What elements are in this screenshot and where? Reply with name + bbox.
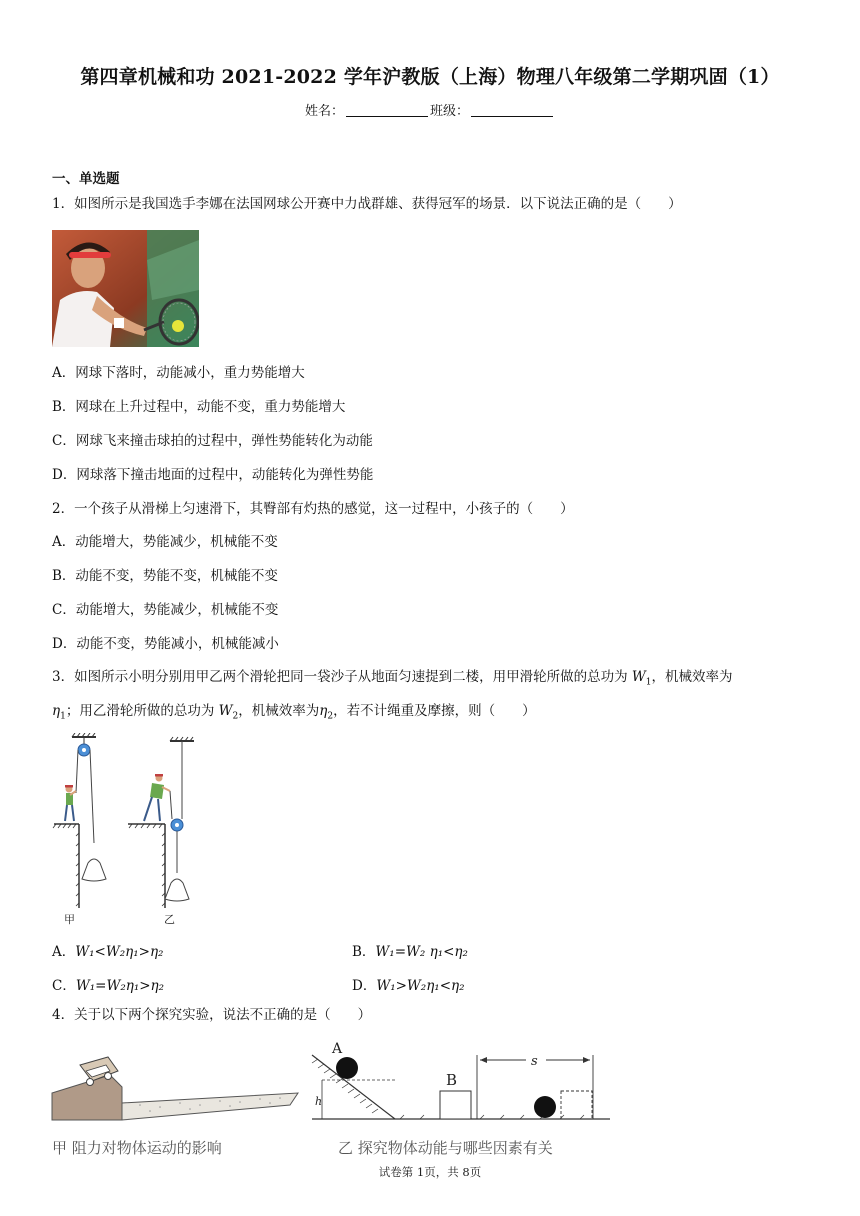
svg-text:B: B (446, 1071, 458, 1089)
q3-option-c: C．W₁=W₂η₁>η₂ (52, 978, 165, 994)
svg-text:乙: 乙 (164, 913, 175, 926)
svg-text:A: A (332, 1041, 343, 1057)
page-footer: 试卷第 1页，共 8页 (378, 1165, 482, 1179)
page-title: 第四章机械和功 2021-2022 学年沪教版（上海）物理八年级第二学期巩固（1） (80, 66, 780, 88)
movable-pulley-diagram (128, 737, 194, 926)
svg-text:h: h (315, 1095, 323, 1108)
q3-stem-line2: $\eta_1$；用乙滑轮所做的总功为 $W_2$，机械效率为$\eta_2$，若不计绳重及摩擦，则（ ） (52, 703, 536, 722)
tennis-player-photo (52, 230, 199, 347)
q1-option-d: D．网球落下撞击地面的过程中，动能转化为弹性势能 (52, 467, 374, 483)
q2-stem: 2．一个孩子从滑梯上匀速滑下，其臀部有灼热的感觉，这一过程中，小孩子的（ ） (52, 501, 574, 517)
svg-text:甲: 甲 (64, 913, 75, 926)
name-class-bar (0, 100, 860, 119)
class-label: 班级： (430, 104, 470, 119)
q1-option-a: A．网球下落时，动能减小，重力势能增大 (52, 365, 305, 381)
q2-option-b: B．动能不变，势能不变，机械能不变 (52, 568, 278, 584)
q4-stem: 4．关于以下两个探究实验，说法不正确的是（ ） (52, 1007, 372, 1023)
pulley-figure (52, 733, 222, 928)
q1-option-b: B．网球在上升过程中，动能不变，重力势能增大 (52, 399, 346, 415)
q2-option-d: D．动能不变，势能减小，机械能减小 (52, 636, 279, 652)
section-title: 一、单选题 (52, 171, 120, 187)
q3-stem-line1: 3．如图所示小明分别用甲乙两个滑轮把同一袋沙子从地面匀速提到二楼，用甲滑轮所做的总功为 $W_1$，机械效率为 (52, 669, 733, 688)
svg-text:甲 阻力对物体运动的影响: 甲 阻力对物体运动的影响 (52, 1139, 222, 1157)
q3-option-b: B．W₁=W₂ η₁<η₂ (352, 944, 468, 960)
q3-option-a: A．W₁<W₂η₁>η₂ (52, 944, 164, 960)
class-blank[interactable] (471, 104, 553, 117)
experiment-figure (50, 1035, 610, 1160)
svg-text:乙 探究物体动能与哪些因素有关: 乙 探究物体动能与哪些因素有关 (338, 1139, 553, 1157)
fixed-pulley-diagram (53, 733, 106, 926)
q2-option-c: C．动能增大，势能减少，机械能不变 (52, 602, 279, 618)
name-label: 姓名： (304, 104, 344, 119)
q1-option-c: C．网球飞来撞击球拍的过程中，弹性势能转化为动能 (52, 433, 373, 449)
q3-option-d: D．W₁>W₂η₁<η₂ (352, 978, 465, 994)
kinetic-energy-experiment-diagram (312, 1041, 610, 1157)
name-blank[interactable] (346, 104, 428, 117)
q2-option-a: A．动能增大，势能减少，机械能不变 (52, 534, 278, 550)
svg-text:s: s (531, 1054, 538, 1069)
friction-experiment-diagram (52, 1057, 298, 1157)
q1-stem: 1．如图所示是我国选手李娜在法国网球公开赛中力战群雄、获得冠军的场景．以下说法正确的是（ ） (52, 196, 682, 212)
